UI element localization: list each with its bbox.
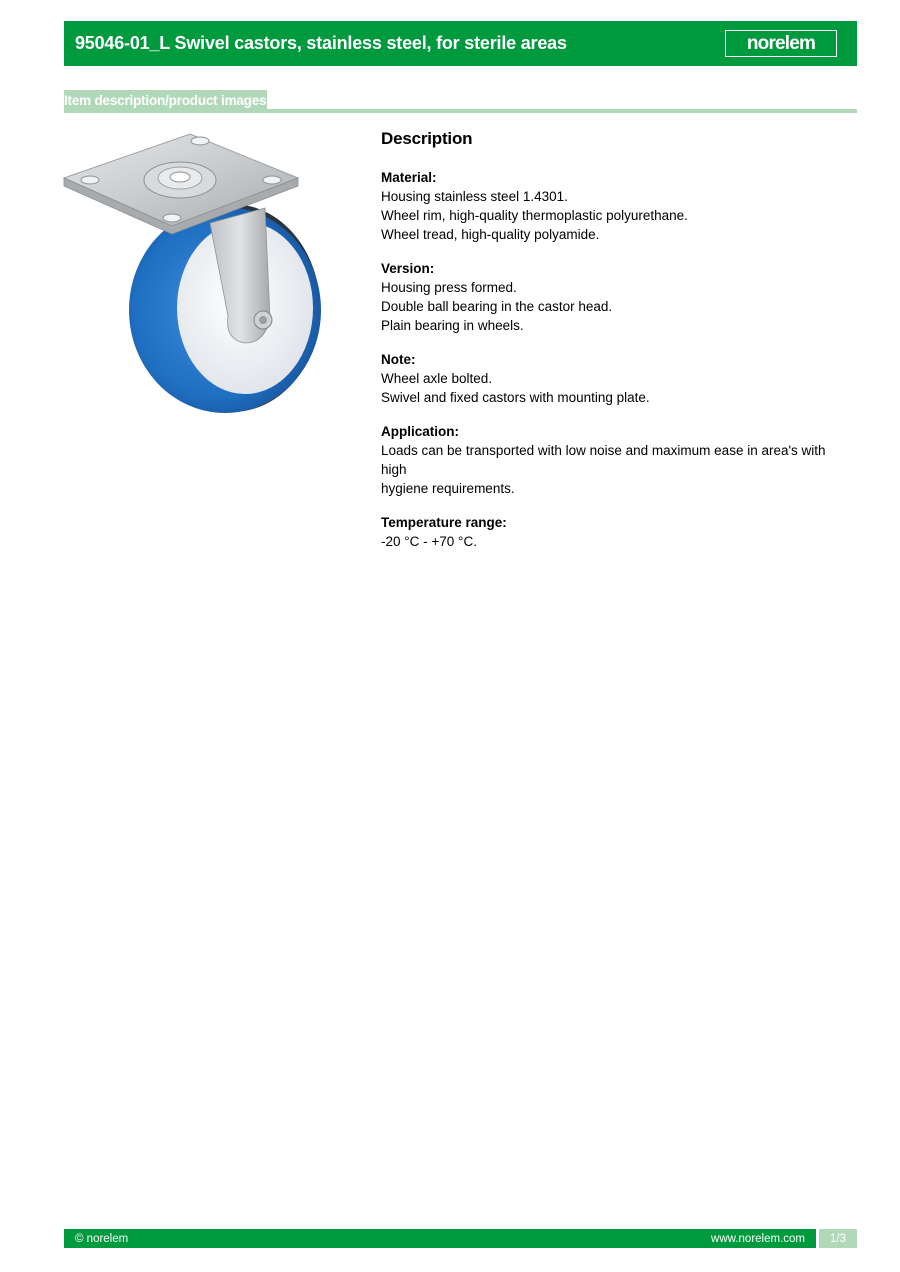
castor-product-image bbox=[60, 128, 330, 418]
note-block bbox=[381, 350, 851, 407]
description-content bbox=[381, 128, 851, 566]
version-block bbox=[381, 259, 851, 335]
block-line: Wheel tread, high-quality polyamide. bbox=[381, 227, 600, 242]
block-label: Application: bbox=[381, 424, 459, 439]
page-number: 1/3 bbox=[819, 1229, 857, 1248]
footer-bar bbox=[64, 1229, 816, 1248]
block-label: Version: bbox=[381, 261, 435, 276]
block-label: Temperature range: bbox=[381, 515, 507, 530]
norelem-logo: norelem bbox=[725, 30, 837, 57]
page-header bbox=[64, 21, 857, 66]
page-title: 95046-01_L Swivel castors, stainless steel, for sterile areas bbox=[75, 33, 567, 53]
block-line: Swivel and fixed castors with mounting plate. bbox=[381, 390, 650, 405]
block-label: Note: bbox=[381, 352, 416, 367]
block-line: Wheel axle bolted. bbox=[381, 371, 493, 386]
block-line: Housing stainless steel 1.4301. bbox=[381, 189, 568, 204]
description-title: Description bbox=[381, 129, 473, 148]
section-header bbox=[64, 90, 857, 114]
footer-copyright: © norelem bbox=[75, 1232, 129, 1245]
footer-website-link[interactable]: www.norelem.com bbox=[711, 1232, 805, 1245]
application-block bbox=[381, 422, 851, 498]
block-line: Wheel rim, high-quality thermoplastic polyurethane. bbox=[381, 208, 688, 223]
block-line: hygiene requirements. bbox=[381, 481, 515, 496]
block-line: Housing press formed. bbox=[381, 280, 517, 295]
block-line: -20 °C - +70 °C. bbox=[381, 534, 477, 549]
page-footer bbox=[64, 1229, 857, 1248]
block-line: Loads can be transported with low noise and maximum ease in area's with high bbox=[381, 443, 826, 477]
block-line: Plain bearing in wheels. bbox=[381, 318, 524, 333]
block-label: Material: bbox=[381, 170, 437, 185]
temperature-block bbox=[381, 513, 851, 551]
section-tab-label: Item description/product images bbox=[64, 90, 267, 111]
material-block bbox=[381, 168, 851, 244]
block-line: Double ball bearing in the castor head. bbox=[381, 299, 613, 314]
